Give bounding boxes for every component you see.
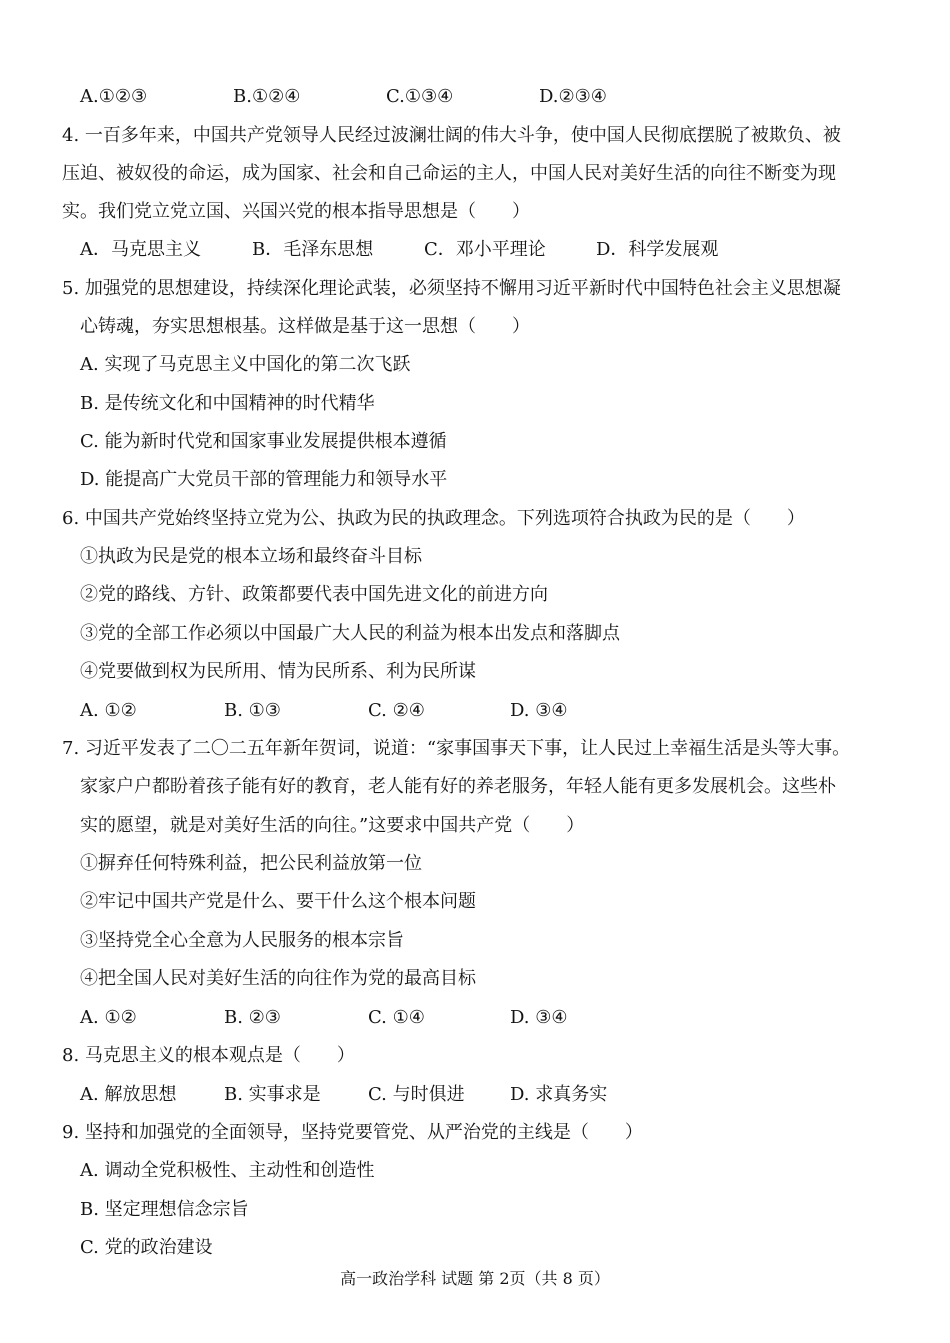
q6-option-a: A. ①② <box>80 700 137 721</box>
q3-option-a: A.①②③ <box>80 86 148 107</box>
q7-option-b: B. ②③ <box>224 1007 281 1028</box>
q4-text-line-1: 4. 一百多年来，中国共产党领导人民经过波澜壮阔的伟大斗争，使中国人民彻底摆脱了被欺负、被 <box>62 125 841 146</box>
q6-statement-4: ④党要做到权为民所用、情为民所系、利为民所谋 <box>80 661 476 682</box>
q6-statement-3: ③党的全部工作必须以中国最广大人民的利益为根本出发点和落脚点 <box>80 623 620 644</box>
q4-option-b: B．毛泽东思想 <box>252 239 374 260</box>
q6-option-c: C. ②④ <box>368 700 425 721</box>
q8-option-b: B. 实事求是 <box>224 1084 321 1105</box>
q7-statement-2: ②牢记中国共产党是什么、要干什么这个根本问题 <box>80 891 476 912</box>
q6-option-b: B. ①③ <box>224 700 281 721</box>
q7-text-line-3: 实的愿望，就是对美好生活的向往。”这要求中国共产党（ ） <box>80 815 585 836</box>
q9-option-c: C. 党的政治建设 <box>80 1237 213 1258</box>
q5-option-a: A. 实现了马克思主义中国化的第二次飞跃 <box>80 354 411 375</box>
q7-text-line-2: 家家户户都盼着孩子能有好的教育，老人能有好的养老服务，年轻人能有更多发展机会。这些朴 <box>80 776 836 797</box>
q7-option-c: C. ①④ <box>368 1007 425 1028</box>
q6-statement-2: ②党的路线、方针、政策都要代表中国先进文化的前进方向 <box>80 584 548 605</box>
q4-text-line-3: 实。我们党立党立国、兴国兴党的根本指导思想是（ ） <box>62 201 530 222</box>
q6-statement-1: ①执政为民是党的根本立场和最终奋斗目标 <box>80 546 422 567</box>
q4-option-a: A．马克思主义 <box>80 239 201 260</box>
q8-option-d: D. 求真务实 <box>510 1084 608 1105</box>
q8-text-line-1: 8. 马克思主义的根本观点是（ ） <box>62 1045 355 1066</box>
q3-option-d: D.②③④ <box>539 86 607 107</box>
q4-option-d: D．科学发展观 <box>596 239 719 260</box>
q5-option-d: D. 能提高广大党员干部的管理能力和领导水平 <box>80 469 448 490</box>
q7-option-d: D. ③④ <box>510 1007 568 1028</box>
q7-text-line-1: 7. 习近平发表了二〇二五年新年贺词，说道：“家事国事天下事，让人民过上幸福生活是头等大事。 <box>62 738 851 759</box>
q4-text-line-2: 压迫、被奴役的命运，成为国家、社会和自己命运的主人，中国人民对美好生活的向往不断变为现 <box>62 163 836 184</box>
q5-text-line-1: 5. 加强党的思想建设，持续深化理论武装，必须坚持不懈用习近平新时代中国特色社会主义思想凝 <box>62 278 841 299</box>
q5-option-c: C. 能为新时代党和国家事业发展提供根本遵循 <box>80 431 447 452</box>
q7-statement-1: ①摒弃任何特殊利益，把公民利益放第一位 <box>80 853 422 874</box>
q6-option-d: D. ③④ <box>510 700 568 721</box>
q8-option-a: A. 解放思想 <box>80 1084 177 1105</box>
q7-option-a: A. ①② <box>80 1007 137 1028</box>
q9-option-a: A. 调动全党积极性、主动性和创造性 <box>80 1160 375 1181</box>
q4-option-c: C．邓小平理论 <box>424 239 546 260</box>
q7-statement-3: ③坚持党全心全意为人民服务的根本宗旨 <box>80 930 404 951</box>
q6-text-line-1: 6. 中国共产党始终坚持立党为公、执政为民的执政理念。下列选项符合执政为民的是（ ） <box>62 508 805 529</box>
q3-option-c: C.①③④ <box>386 86 454 107</box>
q5-text-line-2: 心铸魂，夯实思想根基。这样做是基于这一思想（ ） <box>80 316 530 337</box>
q7-statement-4: ④把全国人民对美好生活的向往作为党的最高目标 <box>80 968 476 989</box>
page-footer: 高一政治学科 试题 第 2页（共 8 页） <box>340 1269 610 1288</box>
q9-option-b: B. 坚定理想信念宗旨 <box>80 1199 249 1220</box>
q3-option-b: B.①②④ <box>233 86 301 107</box>
q5-option-b: B. 是传统文化和中国精神的时代精华 <box>80 393 375 414</box>
q8-option-c: C. 与时俱进 <box>368 1084 465 1105</box>
q9-text-line-1: 9. 坚持和加强党的全面领导，坚持党要管党、从严治党的主线是（ ） <box>62 1122 643 1143</box>
